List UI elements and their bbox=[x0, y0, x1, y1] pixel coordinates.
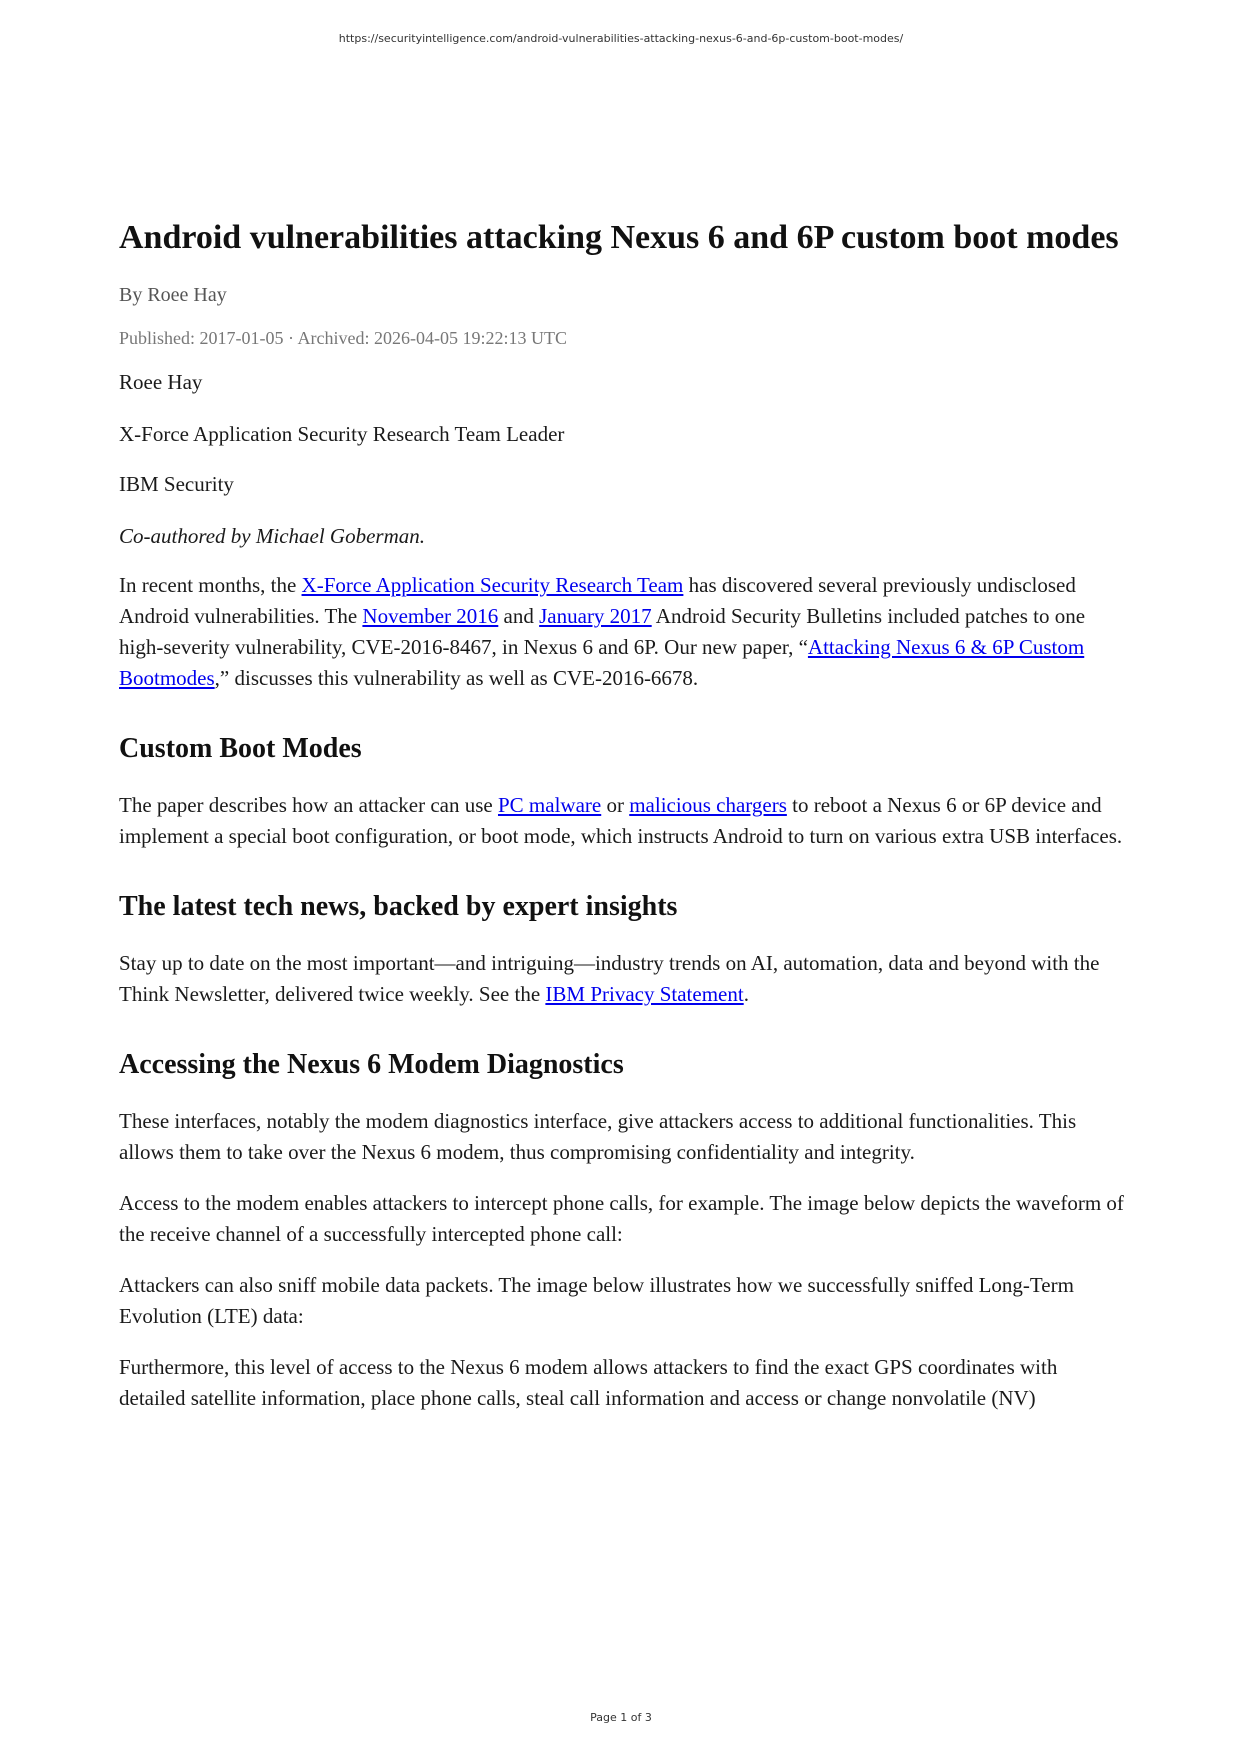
intro-text-4: Android Security Bulletins included patches to one high-severity vulnerability, CVE-2016-8467, in Nexus 6 and 6P. Our new paper, “ bbox=[119, 604, 1086, 659]
link-november-2016[interactable]: November 2016 bbox=[362, 604, 499, 628]
link-xforce-team[interactable]: X-Force Application Security Research Team bbox=[301, 573, 684, 597]
link-ibm-privacy-statement[interactable]: IBM Privacy Statement bbox=[545, 982, 744, 1006]
link-attacking-paper[interactable]: Attacking Nexus 6 & 6P Custom Bootmodes bbox=[119, 635, 1085, 690]
link-malicious-chargers[interactable]: malicious chargers bbox=[629, 793, 787, 817]
newsletter-paragraph bbox=[119, 948, 1124, 1010]
heading-modem-diagnostics: Accessing the Nexus 6 Modem Diagnostics bbox=[119, 1049, 624, 1080]
modem-paragraph-2: Access to the modem enables attackers to intercept phone calls, for example. The image below depicts the waveform of the receive channel of a successfully intercepted phone call: bbox=[119, 1191, 1124, 1246]
article-title: Android vulnerabilities attacking Nexus 6 and 6P custom boot modes bbox=[119, 219, 1119, 256]
heading-custom-boot-modes: Custom Boot Modes bbox=[119, 733, 362, 764]
intro-text-5: ,” discusses this vulnerability as well as CVE-2016-6678. bbox=[214, 666, 699, 690]
coauthor-text: Co-authored by Michael Goberman. bbox=[119, 524, 425, 548]
section1-text-3: to reboot a Nexus 6 or 6P device and implement a special boot configuration, or boot mode, which instructs Android to turn on various extra USB interfaces. bbox=[119, 793, 1123, 848]
custom-boot-paragraph bbox=[119, 790, 1124, 852]
intro-text-3: and bbox=[498, 604, 540, 628]
intro-text-1: In recent months, the bbox=[119, 573, 302, 597]
page-number: Page 1 of 3 bbox=[590, 1711, 652, 1724]
link-pc-malware[interactable]: PC malware bbox=[497, 793, 602, 817]
modem-paragraph-3: Attackers can also sniff mobile data packets. The image below illustrates how we successfully sniffed Long-Term Evolution (LTE) data: bbox=[119, 1273, 1074, 1328]
page-url: https://securityintelligence.com/android-vulnerabilities-attacking-nexus-6-and-6p-custom-boot-modes/ bbox=[338, 32, 904, 45]
modem-paragraph-1: These interfaces, notably the modem diagnostics interface, give attackers access to additional functionalities. This allows them to take over the Nexus 6 modem, thus compromising confidentiality and integrity. bbox=[119, 1109, 1077, 1164]
link-january-2017[interactable]: January 2017 bbox=[539, 604, 652, 628]
heading-tech-news: The latest tech news, backed by expert insights bbox=[119, 891, 678, 922]
modem-paragraph-4: Furthermore, this level of access to the Nexus 6 modem allows attackers to find the exact GPS coordinates with detailed satellite information, place phone calls, steal call information and access or change nonvolatile (NV) bbox=[119, 1355, 1058, 1410]
author-role: X-Force Application Security Research Team Leader bbox=[119, 422, 565, 446]
section1-text-2: or bbox=[601, 793, 630, 817]
coauthor-note bbox=[119, 523, 1124, 549]
article bbox=[119, 210, 1124, 1414]
byline: By Roee Hay bbox=[119, 284, 227, 306]
section1-text-1: The paper describes how an attacker can use bbox=[119, 793, 498, 817]
intro-paragraph bbox=[119, 570, 1124, 694]
section2-text-1: Stay up to date on the most important—and intriguing—industry trends on AI, automation, data and beyond with the Think Newsletter, delivered twice weekly. See the bbox=[119, 951, 1100, 1006]
author-org: IBM Security bbox=[119, 472, 234, 496]
intro-text-2: has discovered several previously undisclosed Android vulnerabilities. The bbox=[119, 573, 1076, 628]
section2-text-2: . bbox=[743, 982, 749, 1006]
published-meta: Published: 2017-01-05 · Archived: 2026-04-05 19:22:13 UTC bbox=[119, 328, 567, 348]
author-name: Roee Hay bbox=[119, 370, 203, 394]
